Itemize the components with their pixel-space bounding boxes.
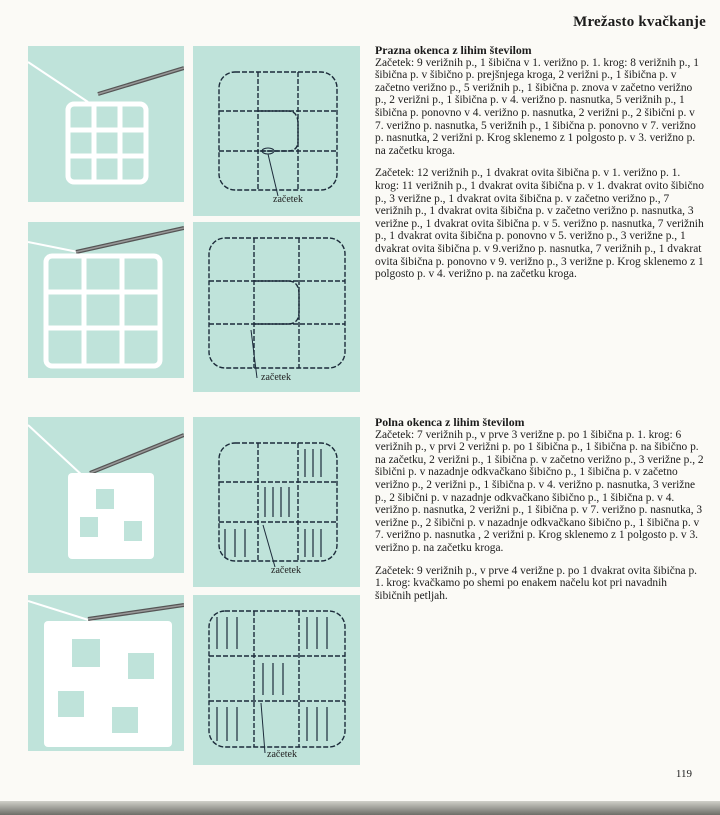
- instruction-paragraph: Začetek: 7 verižnih p., v prve 3 verižne p. po 1 šibična p. 1. krog: 6 verižnih p., v prvi 2 verižni p. po 1 šibična p., 1 šibična p. na šibično p. na začetku, 2 verižni p., 1 šibična p. v začetno verižno p., 3 verižne p., 2 šibični p. v nazadnje odkvačkano šibično p., 1 šibična p. v začetno verižno p., 2 verižni p., 1 šibična p. v 4. verižno p. nasnutka, 3 verižne p., 2 šibični p. v nazadnje odkvačkano šibično p., 1 šibična p. v 4. verižno p. nasnutka, 2 verižni p., 1 šibična p. v 7. verižno p. nasnutka, 3 verižne p., 2 šibični p. v nazadnje odkvačkano šibično p., 1 šibična p. v 7. verižno p. nasnutka , 2 verižni p. Krog sklenemo z 1 polgosto p. v 3. verižno p. na začetku kroga.: [375, 428, 704, 554]
- photo-filled-mesh-large: [28, 595, 184, 751]
- section-heading: Prazna okenca z lihim številom: [375, 43, 532, 57]
- start-label: začetek: [271, 565, 301, 576]
- photo-open-mesh-large: [28, 222, 184, 378]
- section-filled-mesh: [375, 416, 705, 602]
- photo-open-mesh-small: [28, 46, 184, 202]
- start-label: začetek: [267, 749, 297, 760]
- chart-open-mesh-small: [193, 46, 360, 216]
- photo-filled-mesh-small: [28, 417, 184, 573]
- start-label: začetek: [273, 194, 303, 205]
- page-edge-shadow: [0, 801, 720, 815]
- instruction-paragraph: Začetek: 9 verižnih p., 1 šibična v 1. verižno p. 1. krog: 8 verižnih p., 1 šibična p. v šibično p. prejšnjega kroga, 2 verižni p., 1 šibična p. v začetno verižno p., 5 verižnih p., 1 šibična p. znova v začetno verižno p., 2 verižni p., 1 šibična p. v 4. verižno p. nasnutka, 5 verižnih p., 1 šibična p. ponovno v 4. verižno p. nasnutka, 2 verižni p., 2 šibični p. v 7. verižno p. nasnutka, 5 verižnih p., 1 šibična p. ponovno v 7. verižno p. nasnutka, 2 verižni p. Krog sklenemo z 1 polgosto p. v 3. verižno p. na začetku kroga.: [375, 56, 699, 157]
- page-number: 119: [675, 768, 692, 780]
- page-title: Mrežasto kvačkanje: [573, 14, 706, 30]
- section-open-mesh: [375, 44, 705, 281]
- section-heading: Polna okenca z lihim številom: [375, 415, 525, 429]
- instruction-paragraph: Začetek: 9 verižnih p., v prve 4 verižne p. po 1 dvakrat ovita šibična p. 1. krog: kvačkamo po shemi po enakem načelu kot pri navadnih šibičnih petljah.: [375, 564, 697, 602]
- chart-filled-mesh-small: [193, 417, 360, 587]
- start-label: začetek: [261, 372, 291, 383]
- chart-filled-mesh-large: [193, 595, 360, 765]
- instruction-paragraph: Začetek: 12 verižnih p., 1 dvakrat ovita šibična p. v 1. verižno p. 1. krog: 11 verižnih p., 1 dvakrat ovita šibična p. v 1. dvakrat ovito šibično p., 3 verižne p., 1 dvakrat ovita šibična p. v začetno verižno p., 7 verižnih p., 1 dvakrat ovita šibična p. v začetno verižno p. nasnutka, 3 verižne p., 1 dvakrat ovita šibična p. v 5. verižno p. nasnutka, 7 verižnih p., 1 dvakrat ovita šibična p. ponovno v 5. verižno p., 3 verižne p., 1 dvakrat ovita šibična p. v 9.verižno p. nasnutka, 7 verižnih p., 1 dvakrat ovita šibična p. ponovno v 9. verižno p., 3 verižne p. Krog sklenemo z 1 polgosto p. v 4. verižno p. na začetku kroga.: [375, 167, 704, 281]
- chart-open-mesh-large: [193, 222, 360, 392]
